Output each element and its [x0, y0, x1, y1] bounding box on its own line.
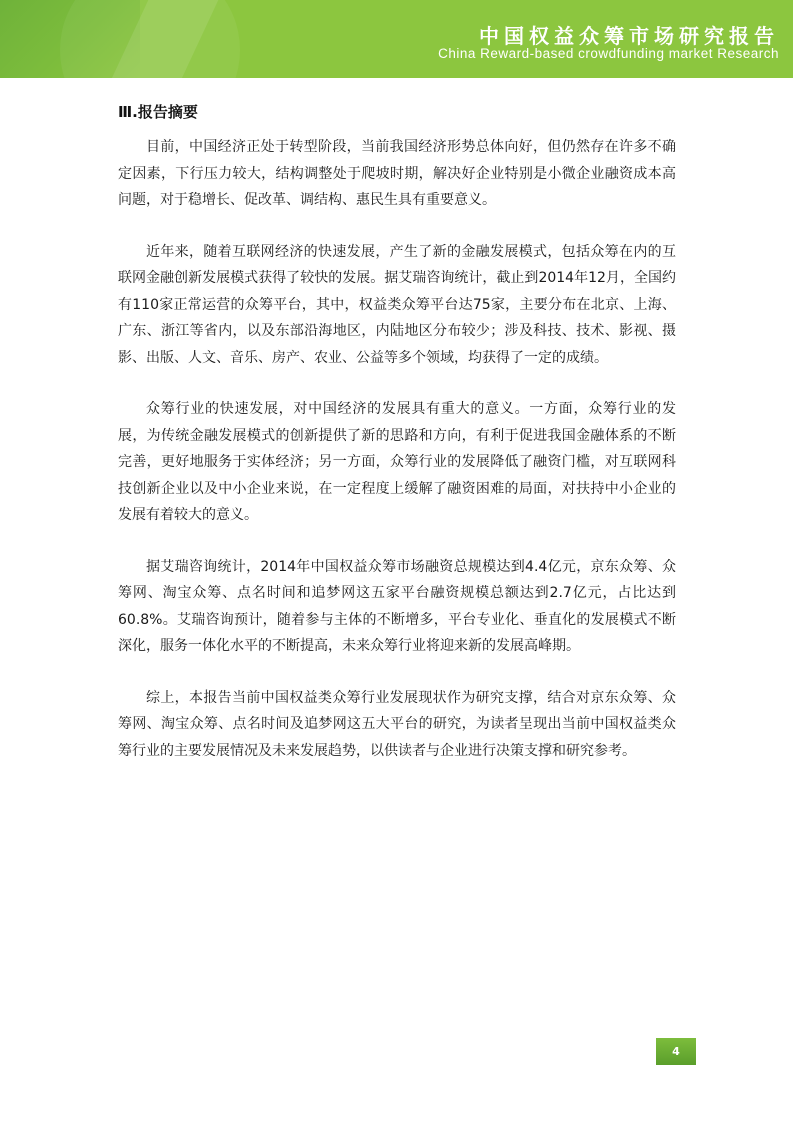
- paragraph: 近年来，随着互联网经济的快速发展，产生了新的金融发展模式，包括众筹在内的互联网金融创新发展模式获得了较快的发展。据艾瑞咨询统计，截止到2014年12月，全国约有110家正常运营的众筹平台，其中，权益类众筹平台达75家，主要分布在北京、上海、广东、浙江等省内，以及东部沿海地区，内陆地区分布较少；涉及科技、技术、影视、摄影、出版、人文、音乐、房产、农业、公益等多个领域，均获得了一定的成绩。: [118, 243, 676, 366]
- page-header-banner: [0, 0, 793, 78]
- section-heading: Ⅲ.报告摘要: [118, 103, 198, 121]
- paragraph: 综上，本报告当前中国权益类众筹行业发展现状作为研究支撑，结合对京东众筹、众筹网、淘宝众筹、点名时间及追梦网这五大平台的研究，为读者呈现出当前中国权益类众筹行业的主要发展情况及未来发展趋势，以供读者与企业进行决策支撑和研究参考。: [118, 689, 676, 759]
- report-subtitle: China Reward-based crowdfunding market Research: [438, 46, 779, 61]
- page-number: 4: [656, 1038, 696, 1065]
- paragraph: 目前，中国经济正处于转型阶段，当前我国经济形势总体向好，但仍然存在许多不确定因素，下行压力较大，结构调整处于爬坡时期，解决好企业特别是小微企业融资成本高问题，对于稳增长、促改革、调结构、惠民生具有重要意义。: [118, 139, 676, 208]
- paragraph: 众筹行业的快速发展，对中国经济的发展具有重大的意义。一方面，众筹行业的发展，为传统金融发展模式的创新提供了新的思路和方向，有利于促进我国金融体系的不断完善，更好地服务于实体经济；另一方面，众筹行业的发展降低了融资门槛，对互联网科技创新企业以及中小企业来说，在一定程度上缓解了融资困难的局面，对扶持中小企业的发展有着较大的意义。: [118, 401, 676, 523]
- paragraph: 据艾瑞咨询统计，2014年中国权益众筹市场融资总规模达到4.4亿元，京东众筹、众筹网、淘宝众筹、点名时间和追梦网这五家平台融资规模总额达到2.7亿元，占比达到60.8%。艾瑞咨询预计，随着参与主体的不断增多，平台专业化、垂直化的发展模式不断深化，服务一体化水平的不断提高，未来众筹行业将迎来新的发展高峰期。: [118, 558, 676, 654]
- report-title: 中国权益众筹市场研究报告: [479, 24, 779, 48]
- summary-body: [118, 134, 676, 789]
